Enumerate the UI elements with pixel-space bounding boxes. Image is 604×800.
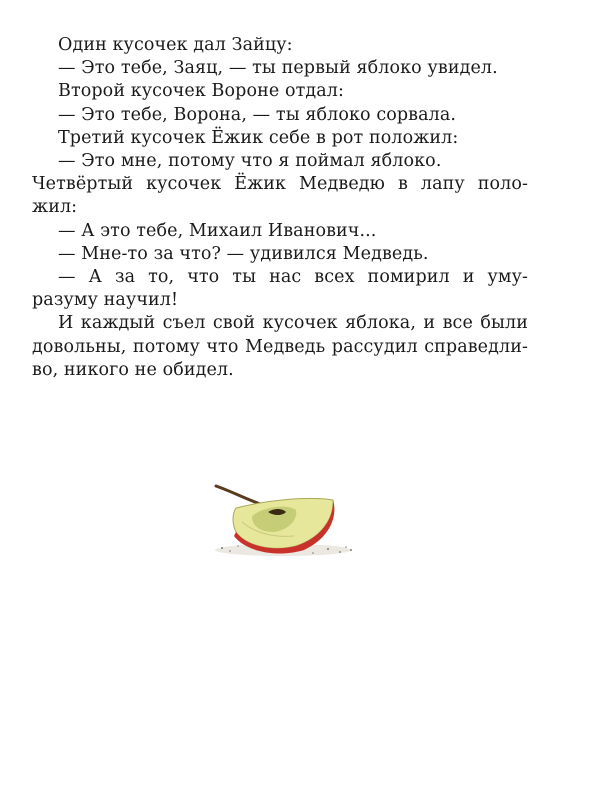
text-line: И каждый съел свой кусочек яблока, и все были [58, 313, 528, 334]
text-line: — Это мне, потому что я поймал яблоко. [58, 151, 442, 172]
text-line: разуму научил! [32, 290, 179, 311]
text-line: — Это тебе, Заяц, — ты первый яблоко увидел. [58, 58, 498, 79]
text-line: — А за то, что ты нас всех помирил и уму- [58, 267, 528, 288]
text-line: — Это тебе, Ворона, — ты яблоко сорвала. [58, 104, 457, 125]
apple-slice-icon [208, 476, 358, 566]
text-line: жил: [32, 197, 78, 218]
text-line: Один кусочек дал Зайцу: [58, 35, 293, 55]
text-line: во, никого не обидел. [32, 359, 234, 380]
text-line: Второй кусочек Вороне отдал: [58, 81, 344, 102]
text-line: Третий кусочек Ёжик себе в рот положил: [58, 127, 459, 148]
text-line: — Мне-то за что? — удивился Медведь. [58, 243, 429, 264]
text-line: — А это тебе, Михаил Иванович... [58, 220, 377, 241]
story-text [32, 34, 528, 382]
text-line: довольны, потому что Медведь рассудил справедли- [32, 336, 528, 357]
text-line: Четвёртый кусочек Ёжик Медведю в лапу поло- [32, 174, 528, 195]
apple-slice-illustration [208, 476, 358, 566]
